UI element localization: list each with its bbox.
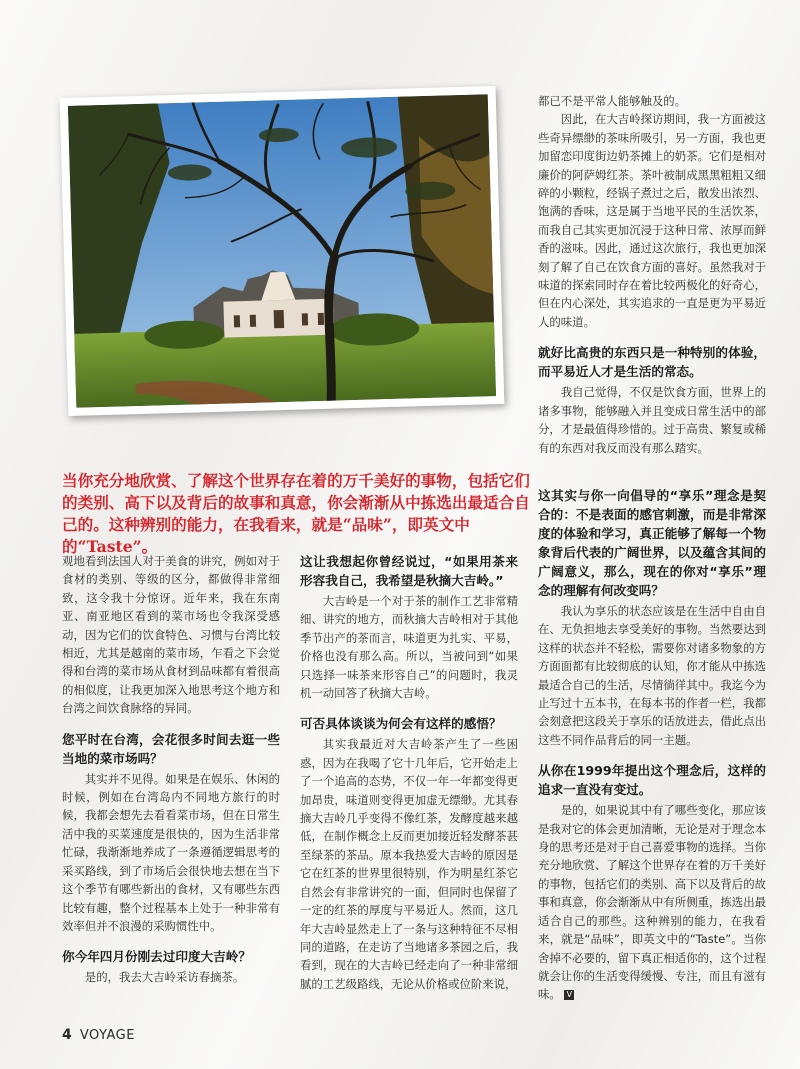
body-paragraph: 观地看到法国人对于美食的讲究，例如对于食材的类别、等级的区分，都做得非常细致，这令我十分惊讶。近年来，我在东南亚、南亚地区看到的菜市场也令我深受感动，因为它们的饮食特色、习惯与台湾比较相近，尤其是越南的菜市场，乍看之下会觉得和台湾的菜市场从食材到品味都有着很高的相似度，让我更加深入地思考这个地方和台湾之间饮食脉络的异同。 — [62, 554, 280, 716]
page-number: 4 — [62, 1027, 73, 1043]
body-paragraph: 其实我最近对大吉岭茶产生了一些困惑，因为在我喝了它十几年后，它开始走上了一个追高的态势，不仅一年一年都变得更加昂贵，味道则变得更加虚无缥缈。尤其春摘大吉岭几乎变得不像红茶，发酵度越来越低，在制作概念上反而更加接近轻发酵茶甚至绿茶的茶品。原本我热爱大吉岭的原因是它在红茶的世界里很特别，作为明星红茶它自然会有非常讲究的一面，但同时也保留了一定的红茶的厚度与平易近人。然而，这几年大吉岭显然走上了一条与这种特征不尽相同的道路，在走访了当地诸多茶园之后，我看到，现在的大吉岭已经走向了一种非常细腻的工艺级路线，无论从价格或位阶来说， — [300, 737, 518, 991]
body-paragraph: 是的，如果说其中有了哪些变化，那应该是我对它的体会更加清晰，无论是对于理念本身的思考还是对于自己喜爱事物的选择。当你充分地欣赏、了解这个世界存在着的万千美好的事物，包括它们的类别、高下以及背后的故事和真意，你会渐渐从中有所侧重，拣选出最适合自己的那些。这种辨别的能力，在我看来，就是“品味”，即英文中的“Taste”。当你舍掉不必要的，留下真正相适你的，这个过程就会让你的生活变得缓慢、专注，而且有滋有味。 V — [538, 803, 766, 1002]
question-heading: 这其实与你一向倡导的“享乐”理念是契合的：不是表面的感官刺激，而是非常深度的体验和学习，真正能够了解每一个物象背后代表的广阔世界，以及蕴含其间的广阔意义，那么，现在的你对“享乐”理念的理解有何改变吗？ — [538, 488, 766, 598]
question-heading: 可否具体谈谈为何会有这样的感悟？ — [300, 716, 502, 732]
column-left — [62, 552, 280, 987]
column-right-top — [538, 92, 766, 457]
question-heading: 从你在1999年提出这个理念后，这样的追求一直没有变过。 — [538, 763, 766, 798]
column-middle — [300, 552, 518, 993]
estate-tree-photo — [68, 94, 496, 408]
question-heading: 你今年四月份刚去过印度大吉岭？ — [62, 949, 251, 965]
page-footer — [62, 1027, 135, 1043]
photo-frame — [60, 86, 505, 416]
body-paragraph: 我自己觉得，不仅是饮食方面，世界上的诸多事物，能够融入并且变成日常生活中的部分，才是最值得珍惜的。过于高贵、繁复或稀有的东西对我反而没有那么踏实。 — [538, 385, 766, 455]
magazine-name: VOYAGE — [79, 1028, 135, 1043]
body-paragraph: 因此，在大吉岭探访期间，我一方面被这些奇异缥缈的茶味所吸引，另一方面，我也更加留恋印度街边奶茶摊上的奶茶。它们是相对廉价的阿萨姆红茶。茶叶被制成黑黑粗粗又细碎的小颗粒，经锅子煮过之后，散发出浓烈、饱满的香味，这是属于当地平民的生活饮茶，而我自己其实更加沉浸于这种日常、浓厚而鲜香的滋味。因此，通过这次旅行，我也更加深刻了解了自己在饮食方面的喜好。虽然我对于味道的探索同时存在着比较两极化的好奇心，但在内心深处，其实追求的一直是更为平易近人的味道。 — [538, 112, 766, 329]
body-paragraph: 其实并不见得。如果是在娱乐、休闲的时候，例如在台湾岛内不同地方旅行的时候，我都会想先去看看菜市场，但在日常生活中我的买菜速度是很快的，因为生活非常忙碌，我渐渐地养成了一条遵循逻辑思考的采买路线，到了市场后会很快地去想在当下这个季节有哪些新出的食材，又有哪些东西比较有趣，整个过程基本上处于一种非常有效率但并不浪漫的采购惯性中。 — [62, 771, 280, 933]
body-paragraph: 我认为享乐的状态应该是在生活中自由自在、无负担地去享受美好的事物。当然要达到这样的状态并不轻松，需要你对诸多物象的方方面面都有比较彻底的认知，你才能从中拣选最适合自己的生活，尽情徜徉其中。我迄今为止写过十五本书，在每本书的作者一栏，我都会刻意把这段关于享乐的话放进去，借此点出这些不同作品背后的同一主题。 — [538, 604, 766, 747]
question-heading: 您平时在台湾，会花很多时间去逛一些当地的菜市场吗？ — [62, 731, 280, 766]
body-paragraph: 是的，我去大吉岭采访春摘茶。 — [84, 970, 245, 985]
body-paragraph: 都已不是平常人能够触及的。 — [538, 94, 687, 108]
end-mark-icon: V — [564, 990, 574, 1000]
body-paragraph: 大吉岭是一个对于茶的制作工艺非常精细、讲究的地方，而秋摘大吉岭相对于其他季节出产的茶而言，味道更为扎实、平易，价格也没有那么高。所以，当被问到“如果只选择一味茶来形容自己”的问题时，我灵机一动回答了秋摘大吉岭。 — [300, 594, 518, 701]
column-right-bottom — [538, 486, 766, 1004]
question-heading: 就好比高贵的东西只是一种特别的体验，而平易近人才是生活的常态。 — [538, 345, 766, 380]
pull-quote: 当你充分地欣赏、了解这个世界存在着的万千美好的事物，包括它们的类别、高下以及背后的故事和真意，你会渐渐从中拣选出最适合自己的。这种辨别的能力，在我看来，就是“品味”，即英文中的“Taste”。 — [62, 471, 530, 556]
question-heading: 这让我想起你曾经说过，“如果用茶来形容我自己，我希望是秋摘大吉岭。” — [300, 554, 518, 588]
